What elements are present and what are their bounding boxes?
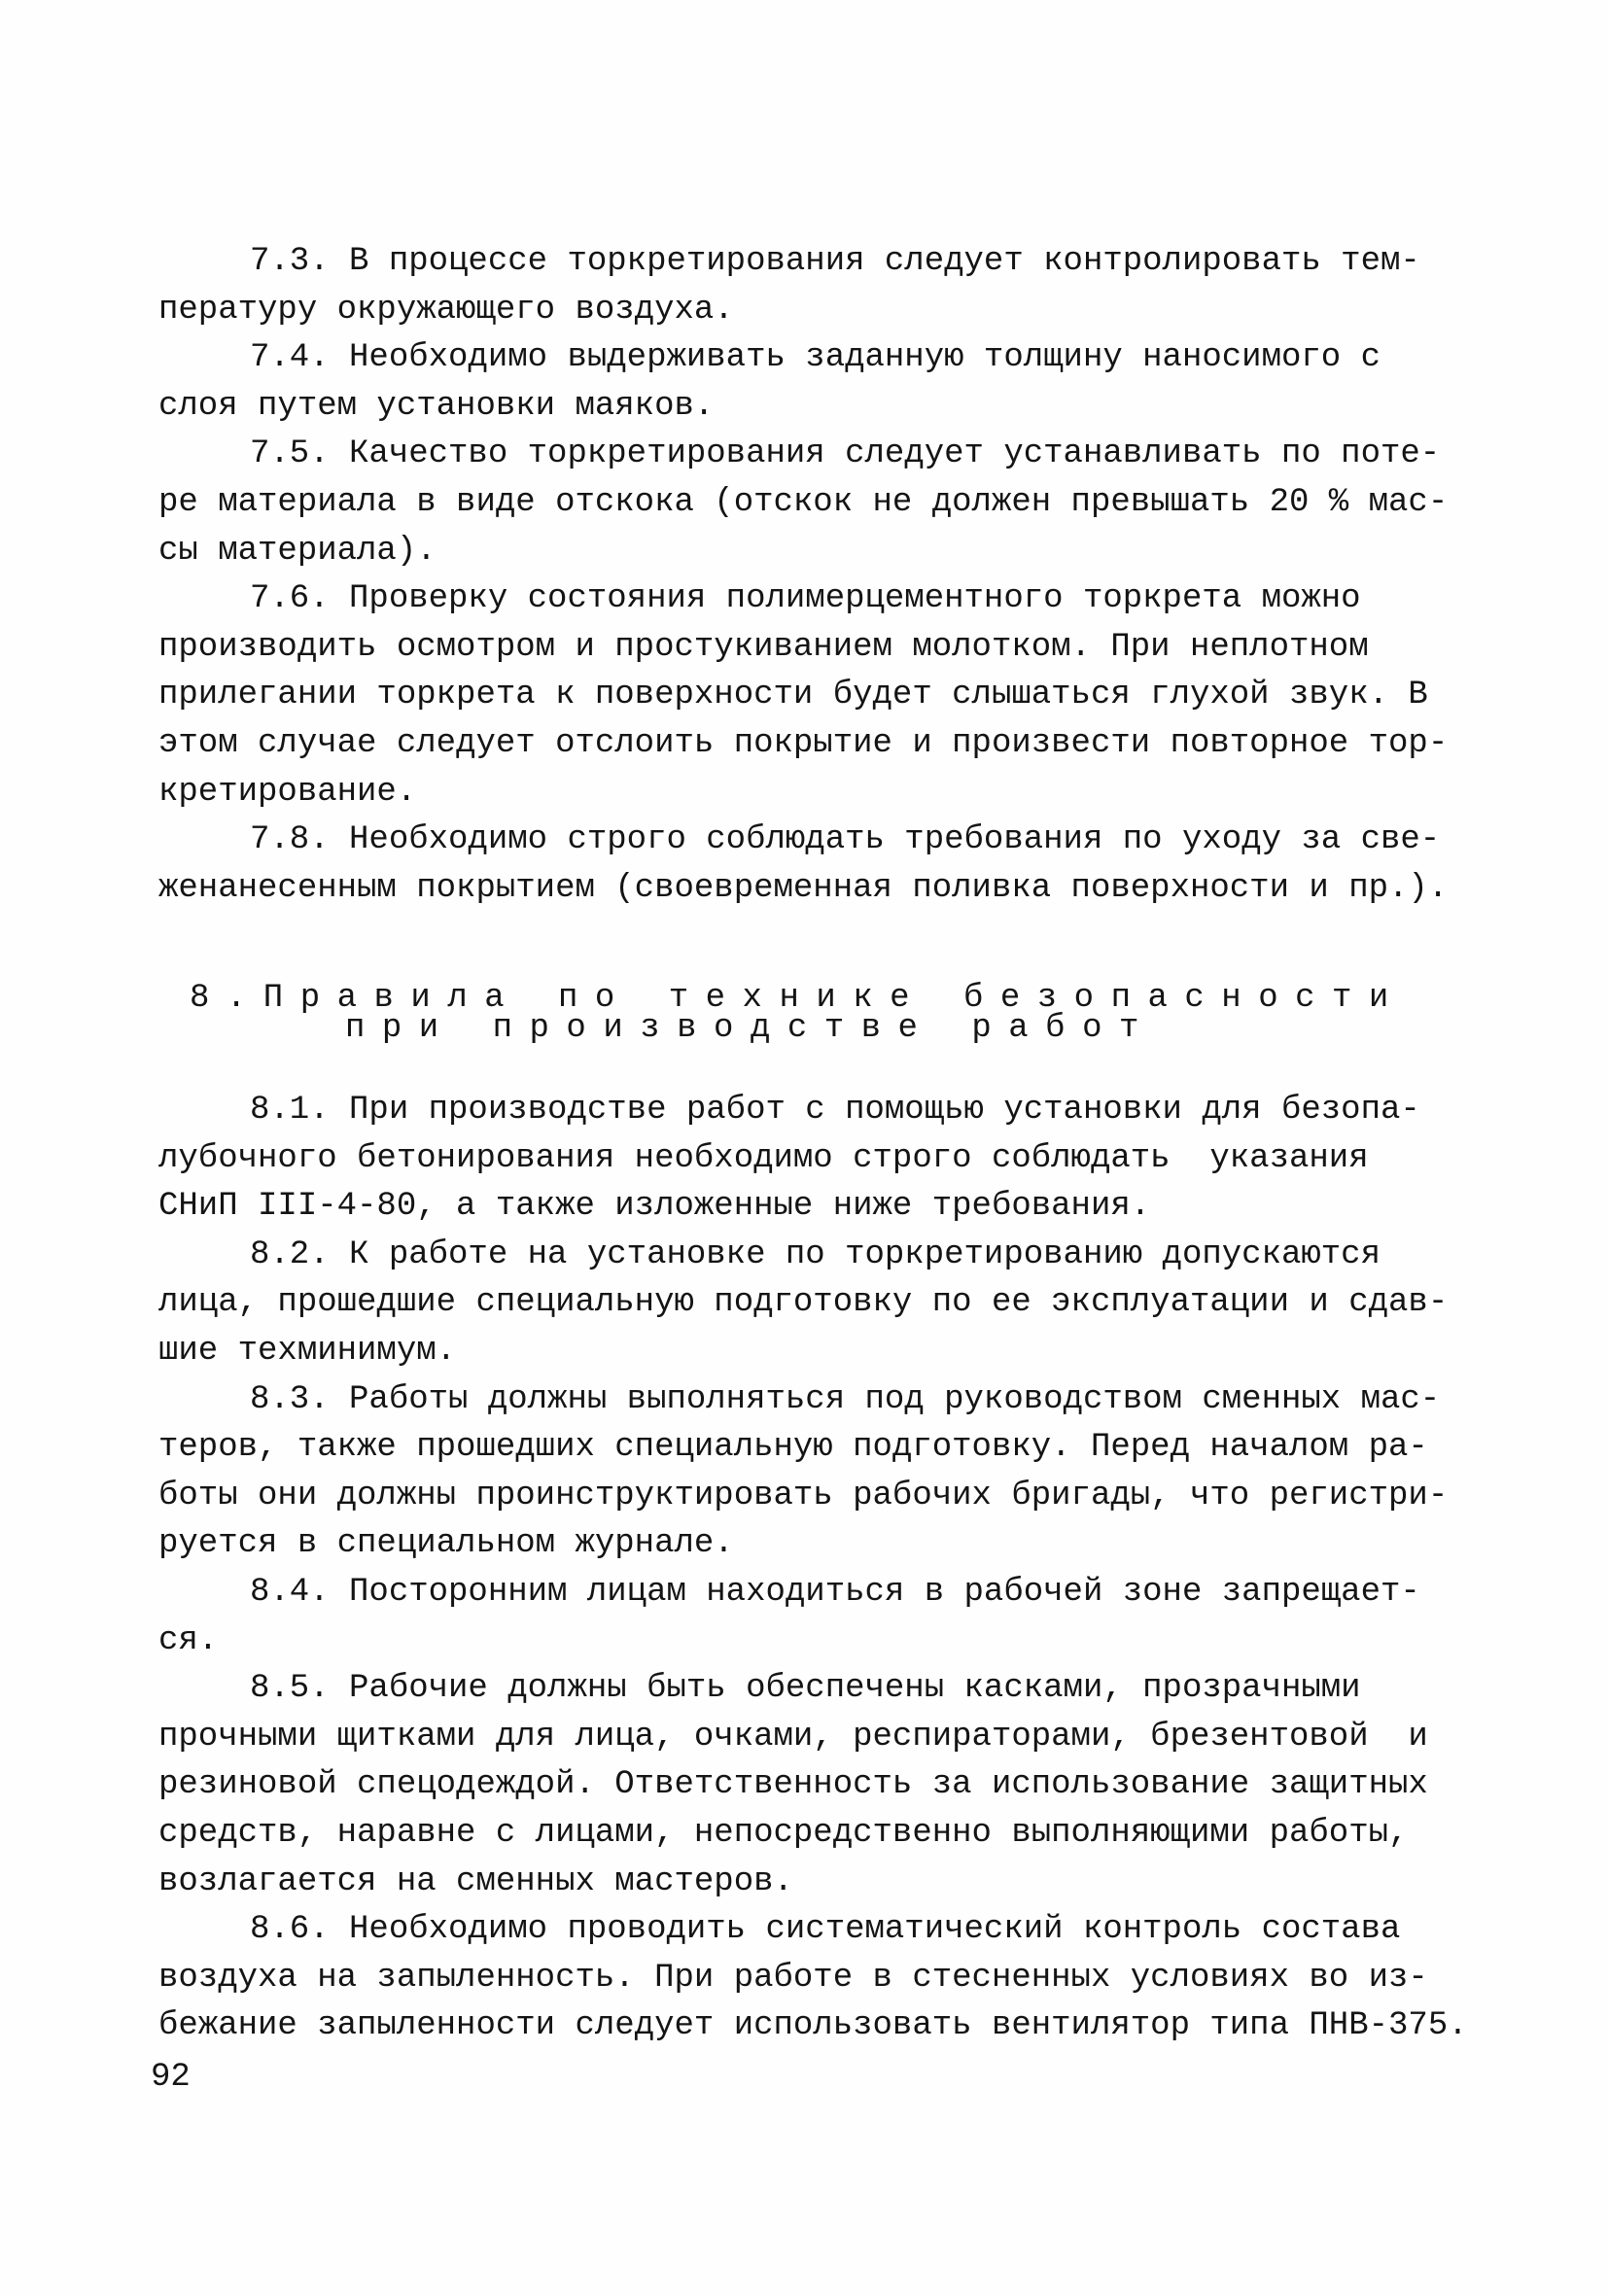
text-line: 8.5. Рабочие должны быть обеспечены касками, прозрачными (250, 1670, 1361, 1708)
text-line: сы материала). (158, 532, 437, 570)
text-line: шие техминимум. (158, 1332, 457, 1370)
text-line: 7.6. Проверку состояния полимерцементного торкрета можно (250, 580, 1361, 618)
text-line: производить осмотром и простукиванием молотком. При неплотном (158, 628, 1369, 666)
text-line: руется в специальном журнале. (158, 1525, 734, 1563)
section-8-heading-line2: при производстве работ (345, 1010, 1156, 1047)
text-line: 7.3. В процессе торкретирования следует контролировать тем- (250, 243, 1420, 280)
text-line: 7.4. Необходимо выдерживать заданную толщину наносимого с (250, 339, 1381, 377)
section-7-text (158, 238, 1449, 913)
text-line: 8.6. Необходимо проводить систематический контроль состава (250, 1911, 1401, 1949)
text-line: слоя путем установки маяков. (158, 387, 715, 425)
text-line: лубочного бетонирования необходимо строго соблюдать указания (158, 1139, 1369, 1177)
text-line: прочными щитками для лица, очками, респираторами, брезентовой и (158, 1718, 1428, 1756)
text-line: ся. (158, 1621, 219, 1659)
text-line: 8.4. Посторонним лицам находиться в рабочей зоне запрещает- (250, 1573, 1420, 1611)
page-number: 92 (151, 2059, 191, 2096)
text-line: воздуха на запыленность. При работе в стесненных условиях во из- (158, 1959, 1428, 1997)
text-line: 7.5. Качество торкретирования следует устанавливать по поте- (250, 435, 1441, 473)
text-line: средств, наравне с лицами, непосредственно выполняющими работы, (158, 1814, 1409, 1852)
text-line: бежание запыленности следует использовать вентилятор типа ПНВ-375. (158, 2007, 1468, 2045)
text-line: 8.2. К работе на установке по торкретированию допускаются (250, 1235, 1381, 1273)
text-line: боты они должны проинструктировать рабочих бригады, что регистри- (158, 1477, 1449, 1514)
text-line: прилегании торкрета к поверхности будет слышаться глухой звук. В (158, 677, 1428, 714)
text-line: возлагается на сменных мастеров. (158, 1862, 793, 1900)
text-line: кретирование. (158, 773, 417, 811)
text-line: ре материала в виде отскока (отскок не должен превышать 20 % мас- (158, 483, 1449, 521)
text-line: 8.3. Работы должны выполняться под руководством сменных мас- (250, 1380, 1441, 1418)
text-line: теров, также прошедших специальную подготовку. Перед началом ра- (158, 1429, 1428, 1467)
text-line: СНиП III-4-80, а также изложенные ниже требования. (158, 1188, 1151, 1226)
text-line: 7.8. Необходимо строго соблюдать требования по уходу за све- (250, 821, 1441, 859)
text-line: пературу окружающего воздуха. (158, 291, 734, 329)
text-line: резиновой спецодеждой. Ответственность за использование защитных (158, 1766, 1428, 1804)
text-line: лица, прошедшие специальную подготовку по ее эксплуатации и сдав- (158, 1284, 1449, 1322)
text-line: этом случае следует отслоить покрытие и произвести повторное тор- (158, 724, 1449, 762)
section-8-heading: 8.Правила по технике безопасности (190, 980, 1406, 1017)
text-line: женанесенным покрытием (своевременная поливка поверхности и пр.). (158, 869, 1449, 907)
section-8-text (158, 1087, 1468, 2051)
text-line: 8.1. При производстве работ с помощью установки для безопа- (250, 1092, 1420, 1129)
